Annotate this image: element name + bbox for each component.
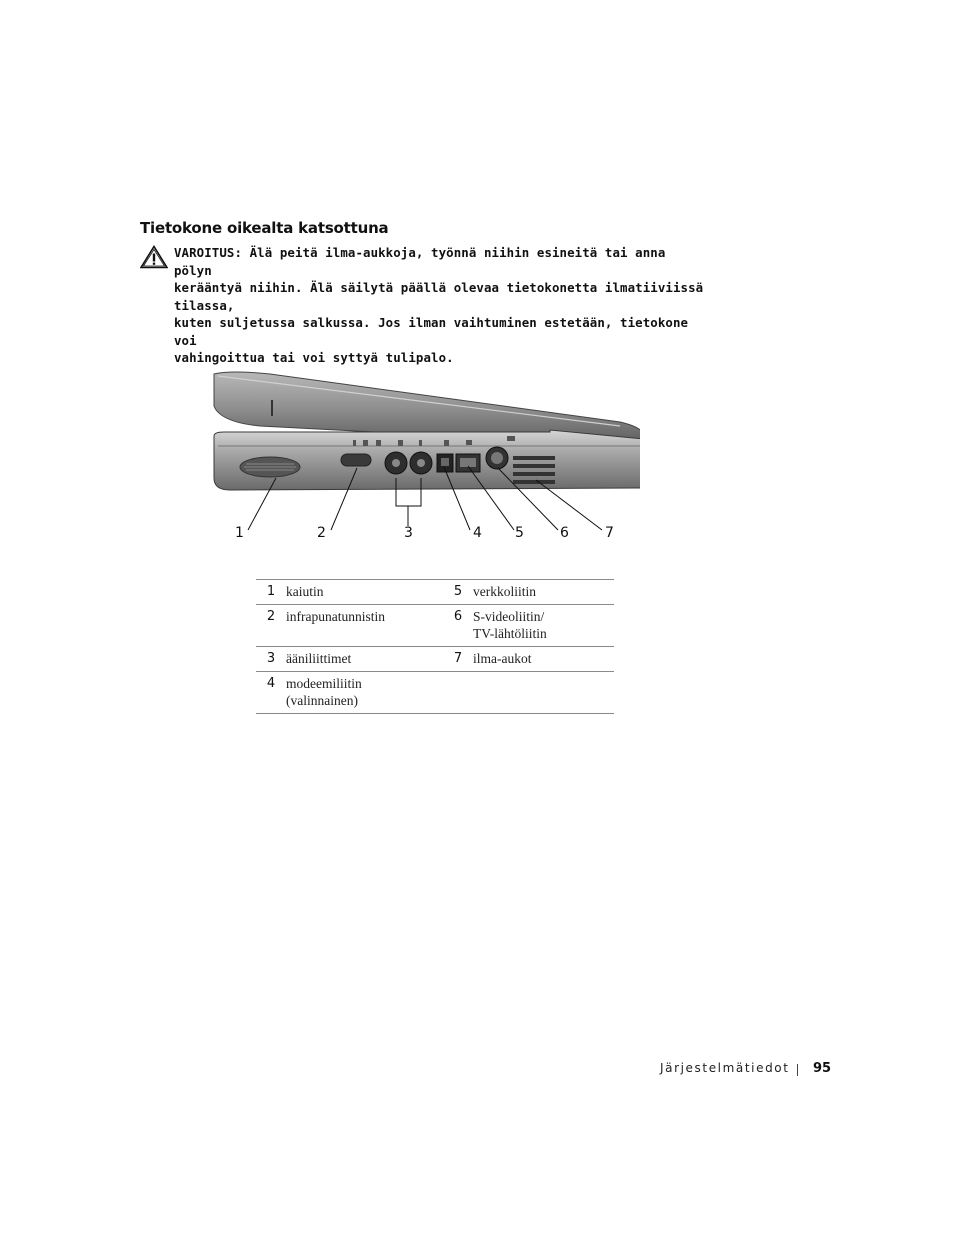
legend-number: 2 [256,605,286,647]
legend-label: kaiutin [286,580,443,605]
callout-3: 3 [404,525,413,541]
callout-7: 7 [605,525,614,541]
warning-triangle-icon [140,245,168,269]
callout-4: 4 [473,525,482,541]
warning-line-2: kerääntyä niihin. Älä säilytä päällä olevaa tietokonetta ilmatiiviissä tilassa, [174,280,704,313]
legend-number: 6 [443,605,473,647]
table-row [256,672,614,714]
table-row [256,580,614,605]
legend-label-empty [473,672,614,714]
callout-2: 2 [317,525,326,541]
callout-1: 1 [235,525,244,541]
legend-label: ilma-aukot [473,647,614,672]
warning-line-3: kuten suljetussa salkussa. Jos ilman vaihtuminen estetään, tietokone voi [174,315,689,348]
warning-text [174,244,710,367]
warning-block [140,244,710,367]
table-row [256,605,614,647]
warning-line-1: Älä peitä ilma-aukkoja, työnnä niihin esineitä tai anna pölyn [174,245,666,278]
legend-number: 7 [443,647,473,672]
page-number: 95 [813,1061,832,1076]
legend-label-line-2: TV-lähtöliitin [473,626,547,641]
legend-label: ääniliittimet [286,647,443,672]
legend-label: verkkoliitin [473,580,614,605]
legend-table [256,579,614,714]
table-row [256,647,614,672]
footer-section-name: Järjestelmätiedot [660,1061,790,1075]
legend-number: 4 [256,672,286,714]
legend-number: 5 [443,580,473,605]
warning-line-4: vahingoittua tai voi syttyä tulipalo. [174,350,454,365]
footer-divider [797,1064,798,1076]
legend-label [286,672,443,714]
legend-label [473,605,614,647]
section-heading: Tietokone oikealta katsottuna [140,219,389,237]
laptop-right-side-illustration [200,360,640,560]
legend-label-line-1: modeemiliitin [286,676,362,691]
legend-label: infrapunatunnistin [286,605,443,647]
legend-number: 1 [256,580,286,605]
callout-6: 6 [560,525,569,541]
legend-number-empty [443,672,473,714]
legend-number: 3 [256,647,286,672]
callout-5: 5 [515,525,524,541]
warning-label: VAROITUS: [174,245,243,260]
legend-label-line-2: (valinnainen) [286,693,358,708]
legend-label-line-1: S-videoliitin/ [473,609,545,624]
